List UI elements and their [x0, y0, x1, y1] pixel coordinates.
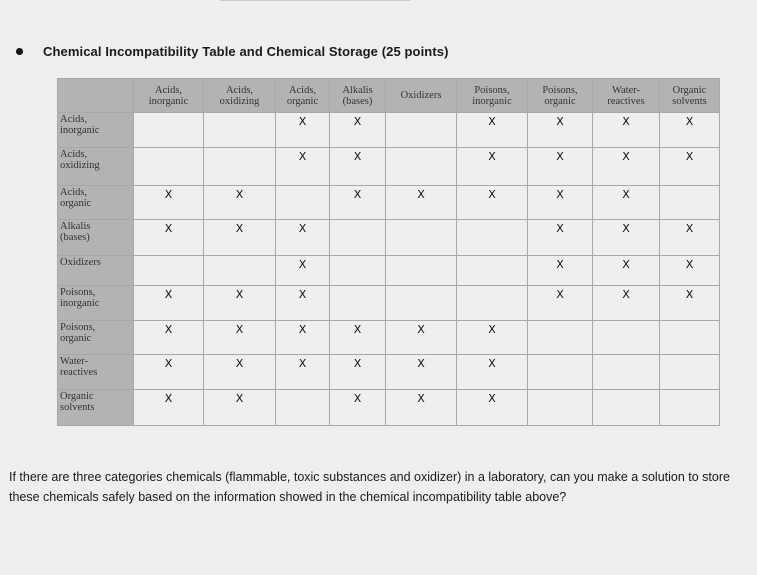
row-header-line: Acids,: [60, 149, 88, 160]
table-cell: [386, 186, 457, 220]
incompatible-mark: X: [556, 258, 564, 271]
column-header-line: Acids,: [154, 84, 183, 96]
incompatible-mark: X: [235, 288, 244, 301]
row-header: [58, 186, 134, 220]
table-cell: [386, 355, 457, 390]
row-header-line: Acids,: [60, 187, 88, 198]
incompatible-mark: X: [622, 115, 630, 128]
column-header-line: inorganic: [472, 95, 512, 107]
incompatible-mark: X: [164, 188, 173, 201]
table-cell: [276, 256, 330, 286]
incompatible-mark: X: [298, 323, 307, 336]
table-cell: [457, 220, 528, 256]
incompatible-mark: X: [235, 357, 244, 370]
column-header: [330, 79, 386, 113]
table-cell: [330, 286, 386, 321]
incompatible-mark: X: [353, 188, 362, 201]
table-cell: [276, 186, 330, 220]
table-cell: [528, 186, 593, 220]
column-header: [276, 79, 330, 113]
incompatible-mark: X: [622, 288, 630, 301]
incompatible-mark: X: [488, 357, 496, 370]
column-header-line: reactives: [607, 95, 645, 107]
incompatible-mark: X: [164, 357, 173, 370]
column-header-line: organic: [544, 95, 576, 107]
incompatible-mark: X: [556, 188, 564, 201]
incompatible-mark: X: [622, 222, 630, 235]
table-cell: [330, 113, 386, 148]
table-cell: [457, 390, 528, 426]
table-cell: [660, 186, 720, 220]
incompatible-mark: X: [298, 115, 307, 128]
incompatible-mark: X: [298, 357, 307, 370]
table-cell: [593, 256, 660, 286]
table-cell: [330, 321, 386, 355]
table-cell: [204, 256, 276, 286]
table-cell: [528, 148, 593, 186]
row-header: [58, 220, 134, 256]
row-header-line: Poisons,: [60, 322, 96, 333]
incompatible-mark: X: [235, 222, 244, 235]
table-cell: [528, 390, 593, 426]
table-row: [58, 321, 720, 355]
table-cell: [276, 321, 330, 355]
row-header-line: inorganic: [60, 298, 100, 309]
table-cell: [204, 355, 276, 390]
table-cell: [386, 286, 457, 321]
row-header-line: oxidizing: [60, 160, 100, 171]
incompatible-mark: X: [417, 323, 425, 336]
table-cell: [660, 256, 720, 286]
column-header: [528, 79, 593, 113]
table-cell: [204, 286, 276, 321]
table-cell: [528, 256, 593, 286]
row-header-line: reactives: [60, 367, 98, 378]
table-cell: [134, 113, 204, 148]
table-cell: [204, 321, 276, 355]
incompatible-mark: X: [417, 357, 425, 370]
table-corner-cell: [58, 79, 134, 113]
table-cell: [593, 355, 660, 390]
table-row: [58, 113, 720, 148]
column-header-line: oxidizing: [219, 95, 260, 107]
heading-title: Chemical Incompatibility Table and Chemical Storage (25 points): [43, 44, 449, 59]
table-cell: [593, 148, 660, 186]
row-header-line: Oxidizers: [60, 257, 101, 268]
table-cell: [204, 148, 276, 186]
incompatible-mark: X: [685, 115, 694, 128]
column-header: [134, 79, 204, 113]
table-cell: [204, 220, 276, 256]
table-row: [58, 355, 720, 390]
table-cell: [457, 186, 528, 220]
incompatible-mark: X: [298, 150, 307, 163]
table-cell: [276, 148, 330, 186]
row-header: [58, 113, 134, 148]
table-cell: [134, 220, 204, 256]
table-cell: [457, 256, 528, 286]
incompatible-mark: X: [685, 288, 694, 301]
column-header-line: Acids,: [225, 84, 254, 96]
incompatible-mark: X: [556, 115, 564, 128]
incompatible-mark: X: [235, 188, 244, 201]
table-cell: [457, 355, 528, 390]
table-cell: [330, 390, 386, 426]
table-cell: [330, 220, 386, 256]
row-header-line: inorganic: [60, 125, 100, 136]
row-header-line: organic: [60, 333, 92, 344]
table-cell: [593, 220, 660, 256]
table-cell: [134, 355, 204, 390]
table-cell: [330, 256, 386, 286]
section-heading: [16, 44, 449, 59]
incompatible-mark: X: [298, 288, 307, 301]
table-cell: [593, 390, 660, 426]
incompatible-mark: X: [353, 357, 362, 370]
table-row: [58, 220, 720, 256]
row-header-line: Organic: [60, 391, 94, 402]
row-header: [58, 286, 134, 321]
column-header-line: Organic: [672, 84, 707, 96]
incompatible-mark: X: [622, 150, 630, 163]
incompatible-mark: X: [488, 115, 496, 128]
table-cell: [528, 220, 593, 256]
table-cell: [276, 113, 330, 148]
table-cell: [386, 256, 457, 286]
column-header-line: Water-: [611, 84, 641, 96]
table-cell: [204, 113, 276, 148]
column-header-line: inorganic: [148, 95, 189, 107]
table-cell: [593, 321, 660, 355]
row-header-line: Poisons,: [60, 287, 96, 298]
table-cell: [660, 220, 720, 256]
row-header: [58, 321, 134, 355]
incompatible-mark: X: [685, 150, 694, 163]
row-header: [58, 148, 134, 186]
column-header-line: solvents: [672, 95, 707, 107]
incompatible-mark: X: [235, 323, 244, 336]
incompatible-mark: X: [488, 323, 496, 336]
table-cell: [593, 286, 660, 321]
incompatible-mark: X: [488, 392, 496, 405]
table-cell: [386, 220, 457, 256]
incompatible-mark: X: [164, 288, 173, 301]
table-row: [58, 148, 720, 186]
top-divider: [220, 0, 410, 1]
table-cell: [528, 321, 593, 355]
table-row: [58, 286, 720, 321]
table-cell: [134, 390, 204, 426]
table-cell: [276, 355, 330, 390]
table-cell: [330, 355, 386, 390]
row-header-line: Alkalis: [60, 221, 91, 232]
table-row: [58, 256, 720, 286]
column-header: [457, 79, 528, 113]
incompatible-mark: X: [556, 150, 564, 163]
table-cell: [660, 321, 720, 355]
table-cell: [330, 148, 386, 186]
incompatible-mark: X: [298, 258, 307, 271]
incompatible-mark: X: [164, 392, 173, 405]
incompatible-mark: X: [353, 323, 362, 336]
table-cell: [134, 286, 204, 321]
table-cell: [386, 390, 457, 426]
table-cell: [593, 113, 660, 148]
incompatible-mark: X: [556, 288, 564, 301]
row-header: [58, 256, 134, 286]
table-cell: [134, 256, 204, 286]
row-header-line: (bases): [60, 232, 90, 243]
table-cell: [276, 286, 330, 321]
table-cell: [528, 355, 593, 390]
column-header-line: Oxidizers: [400, 90, 442, 101]
table-cell: [660, 286, 720, 321]
table-row: [58, 186, 720, 220]
table-cell: [457, 321, 528, 355]
question-text: If there are three categories chemicals (flammable, toxic substances and oxidizer) in a laboratory, can you make a solution to store these chemicals safely based on the information showed in the chemical incompatibility table above?: [9, 470, 730, 504]
column-header-line: (bases): [342, 95, 373, 107]
incompatible-mark: X: [417, 188, 425, 201]
table-cell: [660, 355, 720, 390]
table-cell: [276, 220, 330, 256]
incompatible-mark: X: [235, 392, 244, 405]
incompatibility-table: [57, 78, 720, 426]
table-cell: [528, 286, 593, 321]
column-header-line: Alkalis: [342, 84, 373, 96]
row-header-line: Water-: [60, 356, 89, 367]
table-cell: [386, 113, 457, 148]
incompatible-mark: X: [353, 392, 362, 405]
table-cell: [593, 186, 660, 220]
table-cell: [660, 390, 720, 426]
table-cell: [528, 113, 593, 148]
table-cell: [457, 113, 528, 148]
incompatible-mark: X: [488, 150, 496, 163]
table-cell: [134, 321, 204, 355]
row-header-line: Acids,: [60, 114, 88, 125]
table-cell: [330, 186, 386, 220]
column-header-line: Poisons,: [474, 84, 510, 96]
incompatible-mark: X: [164, 323, 173, 336]
table-cell: [660, 148, 720, 186]
table-cell: [386, 321, 457, 355]
column-header: [386, 79, 457, 113]
incompatible-mark: X: [298, 222, 307, 235]
table-cell: [386, 148, 457, 186]
table-cell: [660, 113, 720, 148]
column-header-line: Acids,: [288, 84, 317, 96]
row-header: [58, 390, 134, 426]
incompatible-mark: X: [353, 115, 362, 128]
table-cell: [204, 390, 276, 426]
incompatible-mark: X: [164, 222, 173, 235]
column-header: [593, 79, 660, 113]
table-cell: [134, 148, 204, 186]
row-header-line: organic: [60, 198, 92, 209]
incompatible-mark: X: [622, 188, 630, 201]
row-header-line: solvents: [60, 402, 95, 413]
table-cell: [134, 186, 204, 220]
table-cell: [204, 186, 276, 220]
incompatible-mark: X: [488, 188, 496, 201]
incompatible-mark: X: [685, 222, 694, 235]
incompatible-mark: X: [417, 392, 425, 405]
table-cell: [276, 390, 330, 426]
incompatible-mark: X: [622, 258, 630, 271]
table-header-row: [58, 79, 720, 113]
incompatible-mark: X: [685, 258, 694, 271]
column-header: [660, 79, 720, 113]
table-row: [58, 390, 720, 426]
table-cell: [457, 286, 528, 321]
column-header: [204, 79, 276, 113]
incompatible-mark: X: [556, 222, 564, 235]
bullet-icon: [16, 48, 23, 55]
column-header-line: organic: [286, 95, 319, 107]
incompatible-mark: X: [353, 150, 362, 163]
column-header-line: Poisons,: [542, 84, 578, 96]
table-cell: [457, 148, 528, 186]
row-header: [58, 355, 134, 390]
